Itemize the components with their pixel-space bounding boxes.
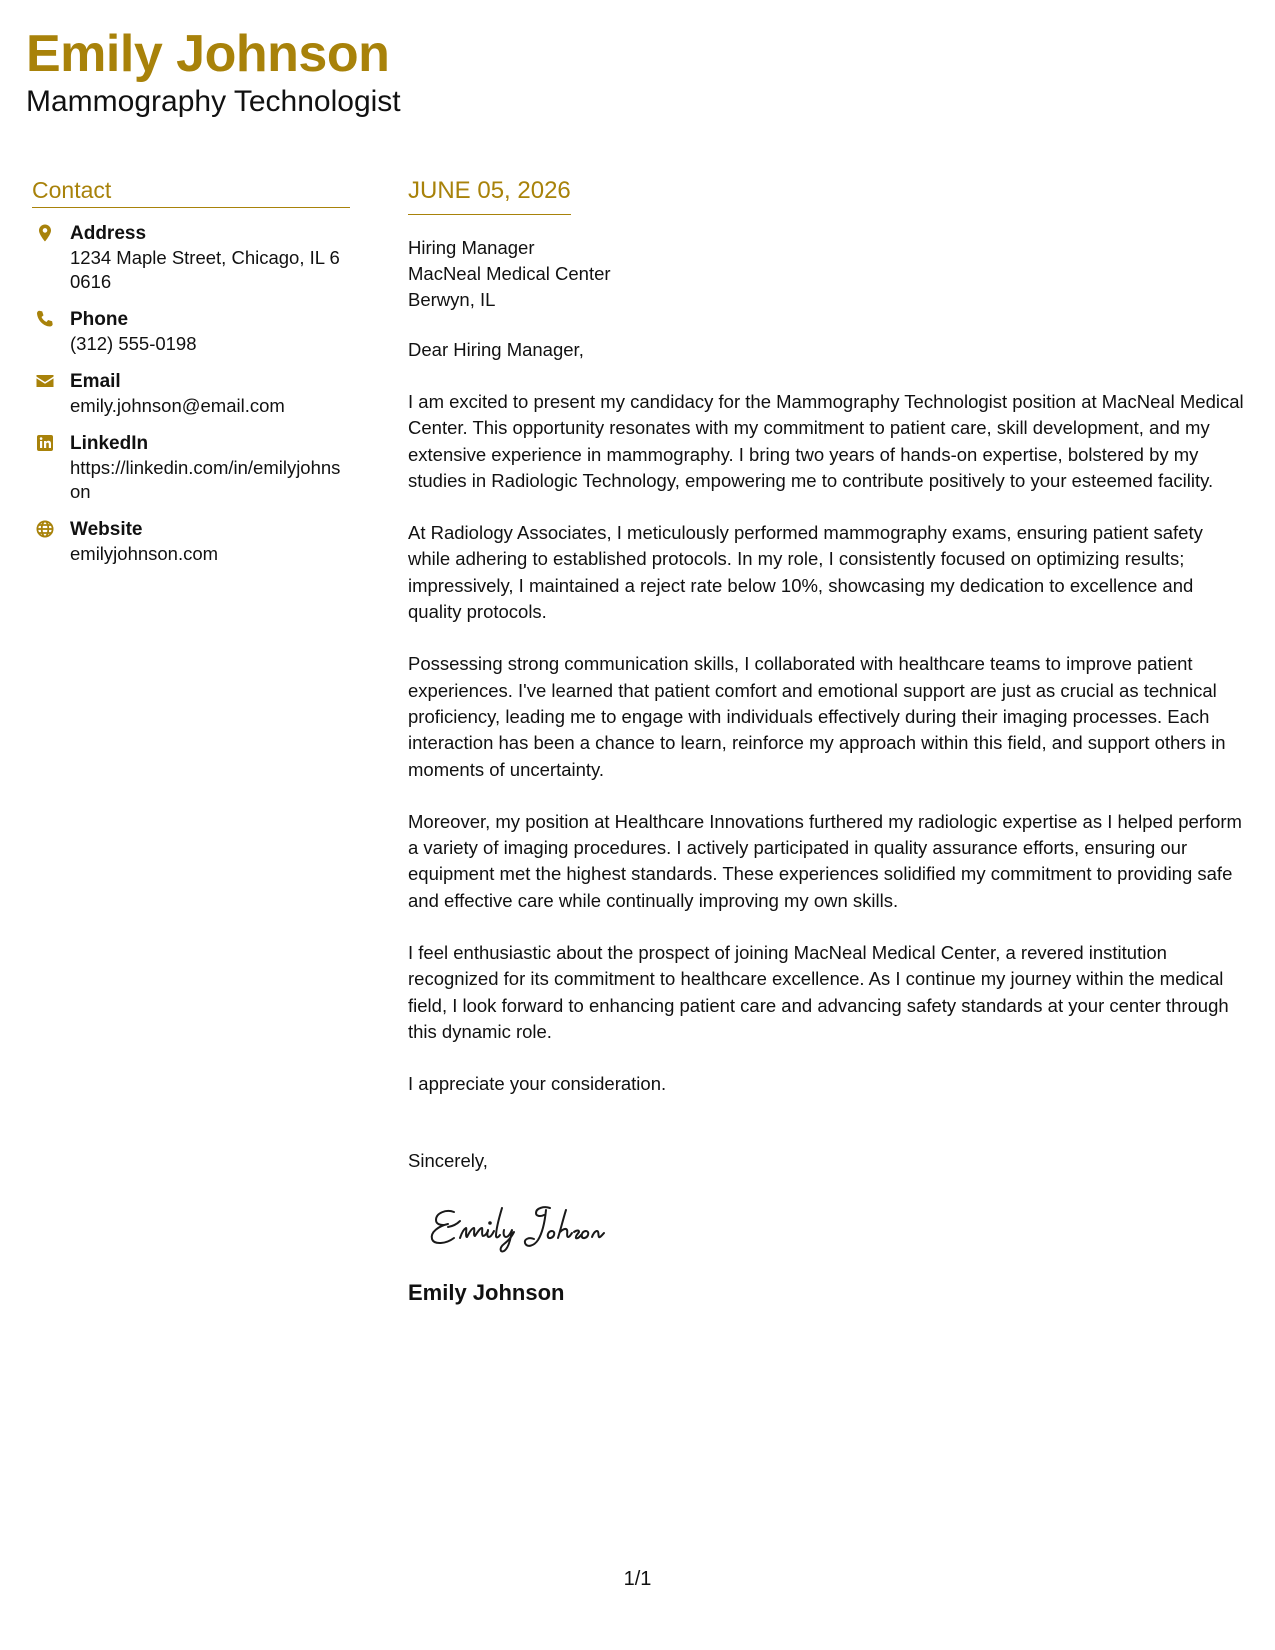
- job-title: Mammography Technologist: [26, 85, 401, 118]
- paragraph-5: I feel enthusiastic about the prospect of joining MacNeal Medical Center, a revered institution recognized for its commitment to healthcare excellence. As I continue my journey within the medical field, I look forward to enhancing patient care and advancing safety standards at your center through this dynamic role.: [408, 942, 1229, 1042]
- envelope-icon: [35, 371, 55, 391]
- paragraph-2: At Radiology Associates, I meticulously performed mammography exams, ensuring patient safety while adhering to established protocols. In my role, I consistently focused on optimizing results; impressively, I maintained a reject rate below 10%, showcasing my dedication to excellence and quality protocols.: [408, 522, 1203, 623]
- contact-item-website: [32, 518, 350, 566]
- contact-item-address: [32, 222, 350, 294]
- handwritten-signature: [424, 1194, 664, 1266]
- email-label: Email: [70, 371, 121, 392]
- closing: Sincerely,: [408, 1149, 488, 1171]
- paragraph-3: Possessing strong communication skills, I collaborated with healthcare teams to improve patient experiences. I've learned that patient comfort and emotional support are just as crucial as technical proficiency, leading me to engage with individuals effectively during their imaging processes. Each interaction has been a chance to learn, reinforce my approach within this field, and support others in moments of uncertainty.: [408, 653, 1226, 780]
- applicant-name: Emily Johnson: [26, 25, 390, 83]
- linkedin-icon: [35, 433, 55, 453]
- website-value[interactable]: emilyjohnson.com: [70, 543, 219, 564]
- contact-item-email: [32, 370, 350, 418]
- header: [26, 24, 401, 120]
- linkedin-value[interactable]: https://linkedin.com/in/emilyjohnson: [70, 457, 341, 502]
- phone-label: Phone: [70, 309, 129, 330]
- phone-icon: [35, 309, 55, 329]
- map-pin-icon: [35, 223, 55, 243]
- paragraph-4: Moreover, my position at Healthcare Innovations furthered my radiologic expertise as I helped perform a variety of imaging procedures. I actively participated in quality assurance efforts, ensuring our equipment met the highest standards. These experiences solidified my commitment to providing safe and effective care while continually improving my own skills.: [408, 810, 1242, 911]
- contact-sidebar: [32, 176, 350, 580]
- phone-value: (312) 555-0198: [70, 333, 197, 354]
- recipient-block: [408, 235, 1248, 313]
- recipient-organization: MacNeal Medical Center: [408, 263, 611, 284]
- recipient-name: Hiring Manager: [408, 237, 535, 258]
- signer-name: Emily Johnson: [408, 1279, 565, 1305]
- linkedin-label: LinkedIn: [70, 433, 149, 454]
- website-label: Website: [70, 519, 143, 540]
- recipient-location: Berwyn, IL: [408, 289, 496, 310]
- email-value: emily.johnson@email.com: [70, 395, 285, 416]
- contact-item-phone: [32, 308, 350, 356]
- address-value: 1234 Maple Street, Chicago, IL 60616: [70, 247, 340, 292]
- salutation: Dear Hiring Manager,: [408, 339, 584, 360]
- globe-icon: [35, 519, 55, 539]
- contact-heading: Contact: [32, 176, 350, 208]
- paragraph-6: I appreciate your consideration.: [408, 1073, 667, 1095]
- address-label: Address: [70, 223, 147, 244]
- page-number: 1/1: [623, 1568, 652, 1590]
- paragraph-1: I am excited to present my candidacy for the Mammography Technologist position at MacNeal Medical Center. This opportunity resonates with my commitment to patient care, skill development, and my extensive experience in mammography. I bring two years of hands-on expertise, bolstered by my studies in Radiologic Technology, empowering me to contribute positively to your esteemed facility.: [408, 391, 1244, 491]
- contact-item-linkedin: [32, 432, 350, 504]
- letter-date: JUNE 05, 2026: [408, 176, 571, 215]
- letter-body: [408, 176, 1248, 1307]
